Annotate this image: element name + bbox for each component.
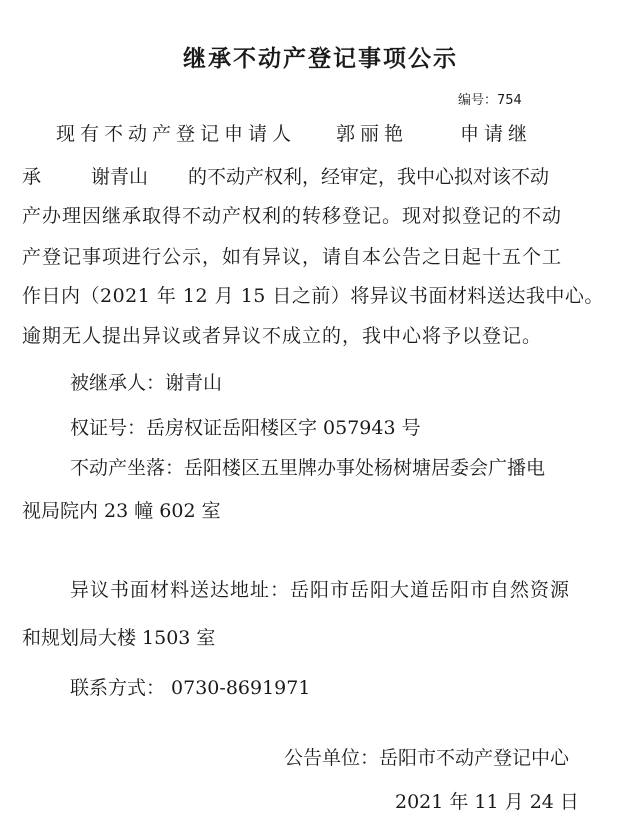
document-title: 继承不动产登记事项公示 bbox=[183, 46, 458, 72]
body-line-3: 产办理因继承取得不动产权利的转移登记。现对拟登记的不动 bbox=[22, 205, 563, 227]
body-line-6: 逾期无人提出异议或者异议不成立的，我中心将予以登记。 bbox=[22, 325, 543, 347]
location-field-line-1: 不动产坐落：岳阳楼区五里牌办事处杨树塘居委会广播电 bbox=[70, 457, 546, 479]
body-line-2 bbox=[22, 164, 549, 190]
body-text: 申请继 bbox=[460, 123, 533, 145]
objection-address-line-1: 异议书面材料送达地址：岳阳市岳阳大道岳阳市自然资源 bbox=[70, 579, 571, 601]
decedent-name: 谢青山 bbox=[91, 166, 149, 188]
body-line-4: 产登记事项进行公示，如有异议，请自本公告之日起十五个工 bbox=[22, 246, 563, 268]
applicant-name: 郭丽艳 bbox=[336, 123, 409, 145]
objection-address-line-2: 和规划局大楼 1503 室 bbox=[22, 627, 216, 649]
body-text: 承 bbox=[22, 166, 42, 188]
body-line-1 bbox=[56, 121, 532, 147]
issuer-line: 公告单位：岳阳市不动产登记中心 bbox=[284, 747, 570, 769]
body-text: 的不动产权利，经审定，我中心拟对该不动 bbox=[188, 166, 550, 188]
body-text: 现有不动产登记申请人 bbox=[56, 123, 297, 145]
certificate-field: 权证号：岳房权证岳阳楼区字 057943 号 bbox=[70, 417, 421, 439]
serial-number: 编号：754 bbox=[458, 93, 522, 108]
body-line-5: 作日内（2021 年 12 月 15 日之前）将异议书面材料送达我中心。 bbox=[22, 285, 604, 307]
location-field-line-2: 视局院内 23 幢 602 室 bbox=[22, 500, 221, 522]
contact-field: 联系方式： 0730-8691971 bbox=[70, 677, 311, 699]
heir-field: 被继承人：谢青山 bbox=[70, 372, 223, 394]
notice-date: 2021 年 11 月 24 日 bbox=[395, 791, 579, 813]
